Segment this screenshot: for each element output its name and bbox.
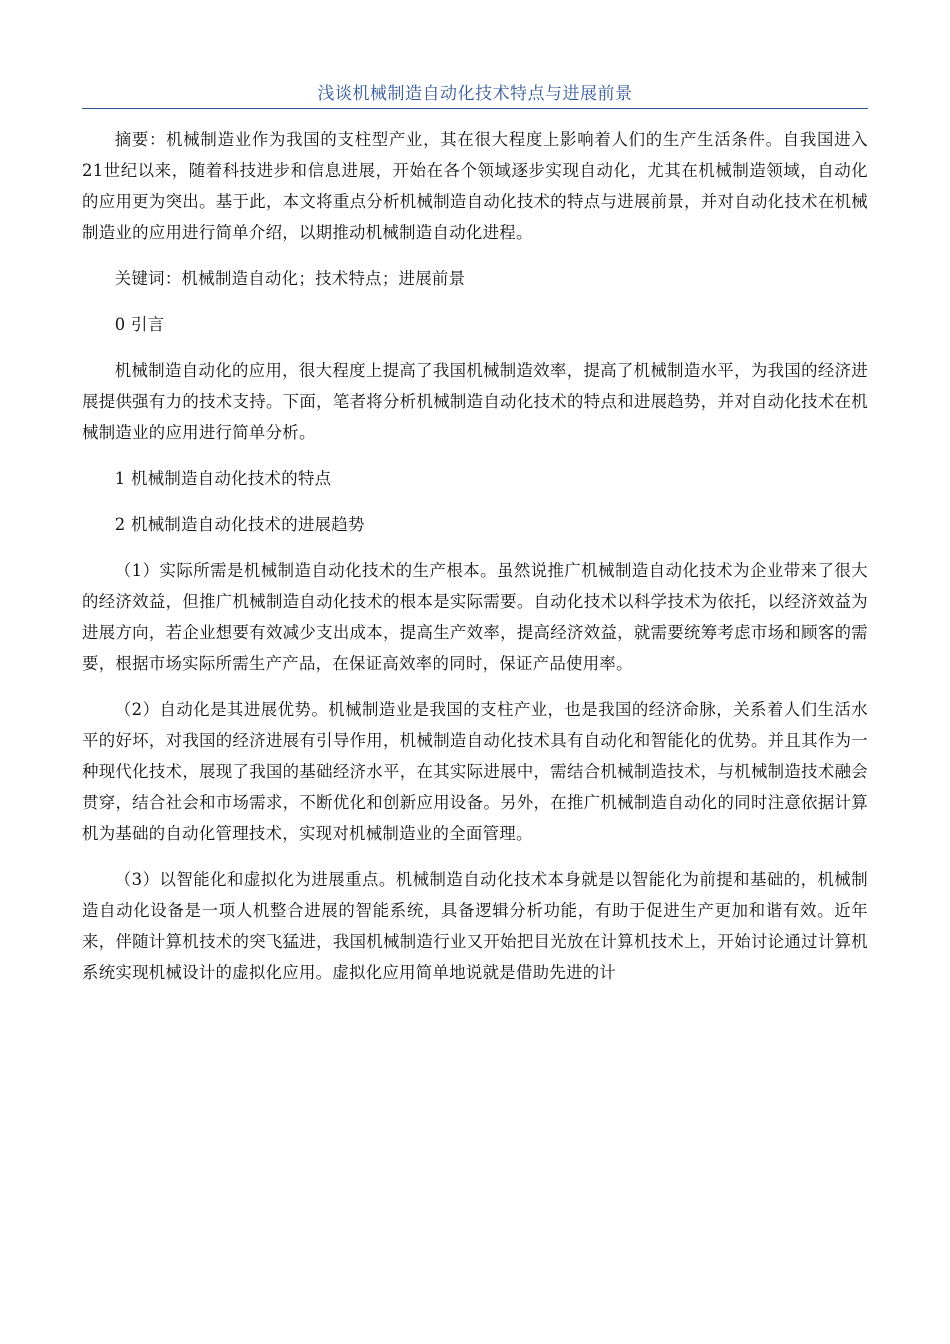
section-heading-features: 1 机械制造自动化技术的特点 <box>114 469 332 488</box>
trend-paragraph-1: （1）实际所需是机械制造自动化技术的生产根本。虽然说推广机械制造自动化技术为企业带来了很大的经济效益，但推广机械制造自动化技术的根本是实际需要。自动化技术以科学技术为依托，以经济效益为进展方向，若企业想要有效减少支出成本，提高生产效率，提高经济效益，就需要统筹考虑市场和顾客的需要，根据市场实际所需生产产品，在保证高效率的同时，保证产品使用率。 <box>82 561 868 673</box>
keywords-paragraph: 关键词：机械制造自动化；技术特点；进展前景 <box>114 269 466 288</box>
header-divider <box>82 108 868 109</box>
document-body <box>82 124 868 1003</box>
abstract-paragraph: 摘要：机械制造业作为我国的支柱型产业，其在很大程度上影响着人们的生产生活条件。自我国进入21世纪以来，随着科技进步和信息进展，开始在各个领域逐步实现自动化，尤其在机械制造领域，自动化的应用更为突出。基于此，本文将重点分析机械制造自动化技术的特点与进展前景，并对自动化技术在机械制造业的应用进行简单介绍，以期推动机械制造自动化进程。 <box>82 130 868 242</box>
trend-paragraph-3: （3）以智能化和虚拟化为进展重点。机械制造自动化技术本身就是以智能化为前提和基础的，机械制造自动化设备是一项人机整合进展的智能系统，具备逻辑分析功能，有助于促进生产更加和谐有效。近年来，伴随计算机技术的突飞猛进，我国机械制造行业又开始把目光放在计算机技术上，开始讨论通过计算机系统实现机械设计的虚拟化应用。虚拟化应用简单地说就是借助先进的计 <box>82 870 868 982</box>
section-heading-introduction: 0 引言 <box>114 315 165 334</box>
introduction-paragraph: 机械制造自动化的应用，很大程度上提高了我国机械制造效率，提高了机械制造水平，为我国的经济进展提供强有力的技术支持。下面，笔者将分析机械制造自动化技术的特点和进展趋势，并对自动化技术在机械制造业的应用进行简单分析。 <box>82 361 868 442</box>
page-header-title: 浅谈机械制造自动化技术特点与进展前景 <box>317 84 633 104</box>
section-heading-trends: 2 机械制造自动化技术的进展趋势 <box>114 515 365 534</box>
trend-paragraph-2: （2）自动化是其进展优势。机械制造业是我国的支柱产业，也是我国的经济命脉，关系着人们生活水平的好坏，对我国的经济进展有引导作用，机械制造自动化技术具有自动化和智能化的优势。并且其作为一种现代化技术，展现了我国的基础经济水平，在其实际进展中，需结合机械制造技术，与机械制造技术融会贯穿，结合社会和市场需求，不断优化和创新应用设备。另外，在推广机械制造自动化的同时注意依据计算机为基础的自动化管理技术，实现对机械制造业的全面管理。 <box>82 700 868 843</box>
